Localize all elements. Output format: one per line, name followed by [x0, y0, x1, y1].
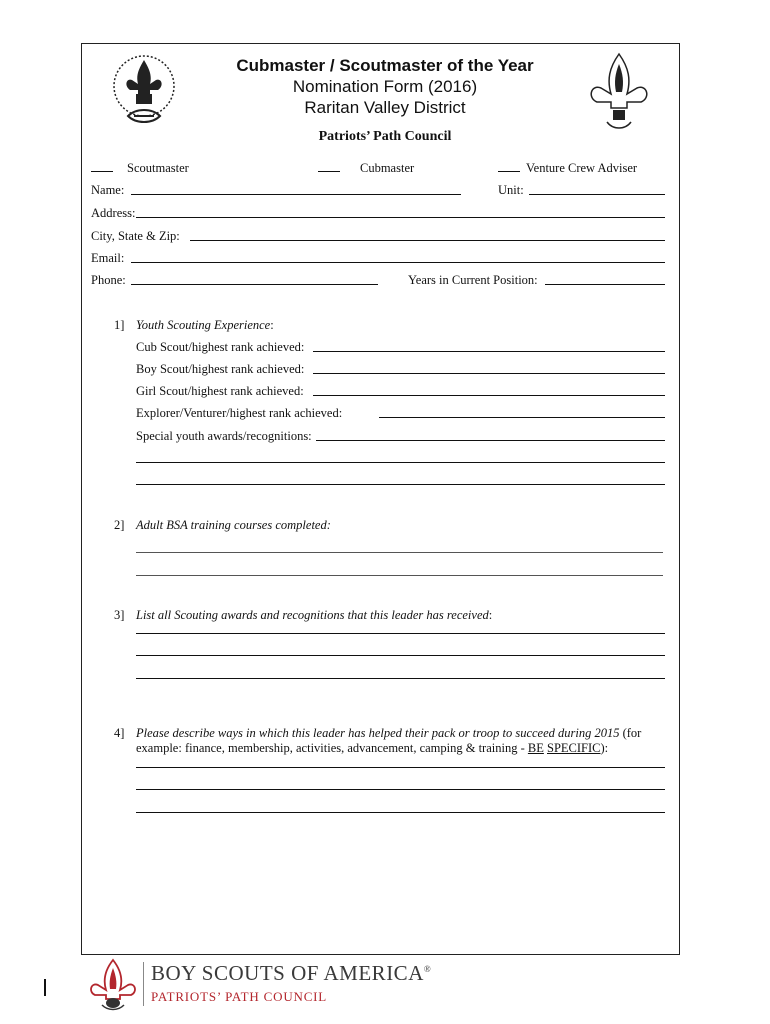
section4-number: 4]: [114, 726, 125, 740]
section2-number: 2]: [114, 518, 125, 532]
council-name: Patriots’ Path Council: [318, 129, 452, 144]
city-label: City, State & Zip:: [91, 229, 180, 243]
special-awards-field[interactable]: [316, 440, 665, 441]
years-field[interactable]: [545, 284, 665, 285]
scoutmaster-label: Scoutmaster: [127, 161, 189, 175]
name-field[interactable]: [131, 194, 461, 195]
section4-line-2: [136, 741, 608, 756]
section1-heading: [136, 318, 274, 333]
form-border: [81, 43, 680, 955]
section4-tail: (for: [622, 726, 642, 740]
awards-line-1[interactable]: [136, 633, 665, 634]
scoutmaster-blank[interactable]: [91, 161, 113, 172]
cub-scout-field[interactable]: [313, 351, 665, 352]
section4-title: Please describe ways in which this leader has helped their pack or troop to succeed during 2015: [136, 726, 620, 740]
text-cursor: [44, 979, 46, 996]
venture-label: Venture Crew Adviser: [526, 161, 638, 175]
district-name: Raritan Valley District: [304, 98, 466, 117]
footer-council-name: PATRIOTS’ PATH COUNCIL: [151, 989, 328, 1004]
section4-be: BE: [527, 741, 544, 755]
position-cubmaster[interactable]: [318, 161, 414, 176]
footer-divider: [143, 962, 144, 1006]
venture-blank[interactable]: [498, 161, 520, 172]
section4-specific: SPECIFIC: [547, 741, 601, 755]
section4-end: ):: [600, 741, 609, 755]
bsa-registered: ®: [423, 964, 432, 974]
cubmaster-label: Cubmaster: [360, 161, 415, 175]
section3-colon: :: [488, 608, 493, 622]
position-scoutmaster[interactable]: [91, 161, 189, 176]
phone-field[interactable]: [131, 284, 378, 285]
email-field[interactable]: [131, 262, 665, 263]
unit-label: Unit:: [498, 183, 524, 197]
describe-line-1[interactable]: [136, 767, 665, 768]
city-field[interactable]: [190, 240, 665, 241]
bsa-fleur-de-lis-icon: [88, 958, 138, 1012]
cub-scout-label: Cub Scout/highest rank achieved:: [136, 340, 305, 354]
form-title: Cubmaster / Scoutmaster of the Year: [236, 56, 534, 75]
bsa-name: BOY SCOUTS OF AMERICA: [151, 961, 424, 985]
section3-heading: [136, 608, 492, 623]
section1-title: Youth Scouting Experience: [136, 318, 271, 332]
years-label: Years in Current Position:: [408, 273, 538, 287]
awards-line-3[interactable]: [136, 678, 665, 679]
unit-field[interactable]: [529, 194, 665, 195]
address-label: Address:: [91, 206, 136, 220]
explorer-label: Explorer/Venturer/highest rank achieved:: [136, 406, 343, 420]
describe-line-2[interactable]: [136, 789, 665, 790]
bsa-wordmark: [151, 961, 431, 986]
special-awards-line-2[interactable]: [136, 462, 665, 463]
girl-scout-field[interactable]: [313, 395, 665, 396]
section1-number: 1]: [114, 318, 125, 332]
section4-example: example: finance, membership, activities, advancement, camping & training -: [136, 741, 528, 755]
boy-scout-label: Boy Scout/highest rank achieved:: [136, 362, 305, 376]
section3-number: 3]: [114, 608, 125, 622]
describe-line-3[interactable]: [136, 812, 665, 813]
section1-colon: :: [270, 318, 274, 332]
position-venture[interactable]: [498, 161, 637, 176]
name-label: Name:: [91, 183, 125, 197]
special-awards-label: Special youth awards/recognitions:: [136, 429, 312, 443]
email-label: Email:: [91, 251, 125, 265]
explorer-field[interactable]: [379, 417, 665, 418]
girl-scout-label: Girl Scout/highest rank achieved:: [136, 384, 304, 398]
special-awards-line-3[interactable]: [136, 484, 665, 485]
form-subtitle: Nomination Form (2016): [292, 77, 478, 96]
awards-line-2[interactable]: [136, 655, 665, 656]
address-field[interactable]: [136, 217, 665, 218]
boy-scout-field[interactable]: [313, 373, 665, 374]
section4-heading: [136, 726, 641, 741]
training-line-2[interactable]: [136, 575, 663, 576]
phone-label: Phone:: [91, 273, 126, 287]
section2-title: Adult BSA training courses completed:: [136, 518, 331, 532]
cubmaster-blank[interactable]: [318, 161, 340, 172]
training-line-1[interactable]: [136, 552, 663, 553]
section3-title: List all Scouting awards and recognitions that this leader has received: [136, 608, 489, 622]
